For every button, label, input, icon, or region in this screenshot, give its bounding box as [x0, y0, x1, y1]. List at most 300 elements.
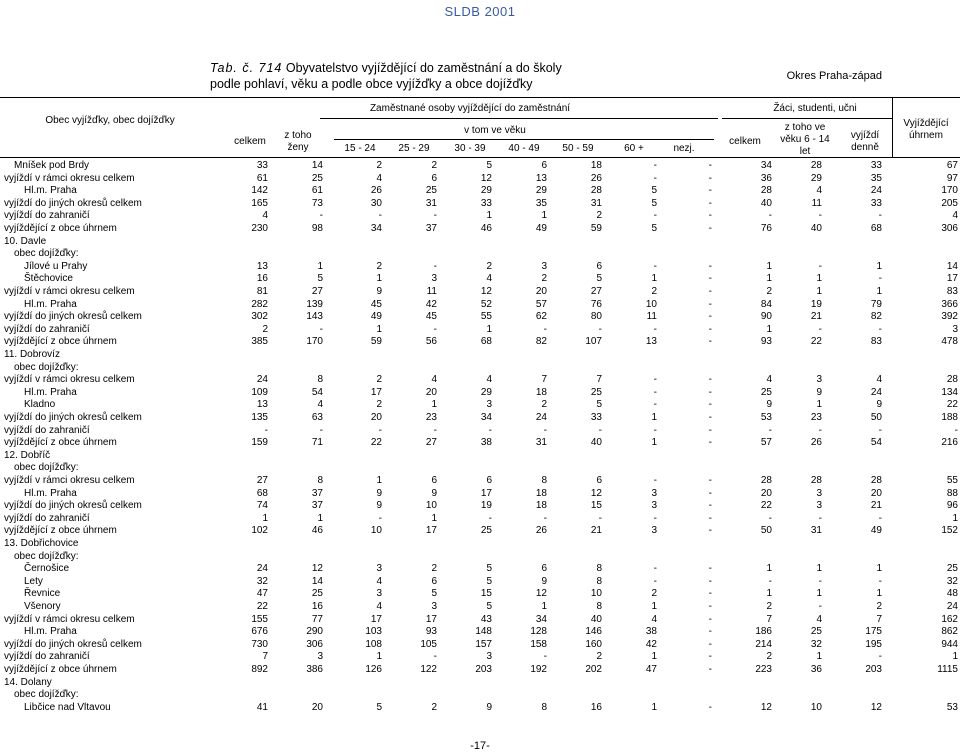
brand-header: SLDB 2001 [444, 4, 516, 19]
row-cell: 61 [311, 185, 323, 197]
table-row [0, 462, 960, 474]
row-cell: - [708, 487, 712, 499]
header-age-6: nezj. [673, 143, 695, 154]
row-cell: 1 [816, 651, 822, 663]
row-cell: 12 [480, 286, 492, 297]
row-cell: 202 [585, 664, 602, 675]
row-cell: - [818, 575, 822, 587]
row-cell: 81 [256, 286, 268, 297]
header-by-age: v tom ve věku [464, 125, 526, 136]
row-cell: 26 [370, 185, 382, 197]
row-cell: 5 [486, 563, 492, 575]
row-cell: 31 [810, 525, 822, 537]
table-row [0, 702, 960, 714]
row-cell: 33 [480, 197, 492, 209]
row-label: vyjíždí v rámci okresu celkem [4, 172, 135, 184]
row-cell: 6 [596, 475, 602, 486]
row-cell: 57 [535, 298, 547, 310]
row-cell: 40 [590, 613, 602, 625]
row-cell: 107 [585, 336, 602, 348]
row-cell: - [433, 424, 437, 436]
row-cell: 14 [946, 260, 958, 272]
table-row [0, 412, 960, 424]
row-cell: 40 [810, 223, 822, 234]
row-cell: 2 [651, 286, 657, 297]
row-cell: 4 [816, 613, 822, 625]
row-cell: 31 [590, 197, 602, 209]
row-cell: 37 [311, 500, 323, 512]
row-cell: 1 [486, 210, 492, 222]
row-cell: - [818, 260, 822, 272]
row-cell: 29 [480, 386, 492, 398]
row-cell: 142 [251, 185, 268, 197]
row-cell: 12 [535, 588, 547, 600]
row-cell: 24 [535, 412, 547, 423]
row-cell: 102 [251, 525, 268, 537]
row-cell: 37 [425, 223, 437, 234]
table-title [210, 60, 562, 92]
row-cell: 223 [755, 664, 772, 675]
table-row [0, 286, 960, 298]
row-cell: 88 [946, 487, 958, 499]
row-cell: - [708, 311, 712, 323]
row-cell: 13 [256, 260, 268, 272]
row-cell: - [653, 575, 657, 587]
row-cell: 97 [946, 172, 958, 184]
row-cell: 1 [876, 563, 882, 575]
row-cell: - [708, 185, 712, 197]
row-cell: 8 [541, 701, 547, 713]
row-cell: 77 [311, 613, 323, 625]
row-cell: - [653, 424, 657, 436]
row-cell: 24 [870, 386, 882, 398]
row-cell: - [768, 575, 772, 587]
row-cell: 4 [952, 210, 958, 222]
row-cell: 22 [760, 500, 772, 512]
row-cell: - [653, 160, 657, 171]
row-cell: 105 [420, 638, 437, 650]
row-cell: - [708, 260, 712, 272]
row-cell: 195 [865, 638, 882, 650]
row-cell: - [878, 323, 882, 335]
row-cell: - [433, 260, 437, 272]
row-cell: 50 [760, 525, 772, 537]
row-cell: - [378, 210, 382, 222]
row-cell: 40 [590, 437, 602, 449]
row-cell: 7 [541, 374, 547, 386]
row-cell: 6 [596, 260, 602, 272]
row-cell: 892 [251, 664, 268, 675]
table-row [0, 261, 960, 273]
row-cell: - [818, 601, 822, 612]
row-cell: 3 [431, 273, 437, 285]
row-cell: 4 [486, 273, 492, 285]
row-label: Hl.m. Praha [24, 626, 77, 638]
table-row [0, 525, 960, 537]
row-cell: - [488, 512, 492, 524]
row-cell: - [264, 424, 268, 436]
row-cell: 35 [535, 197, 547, 209]
row-cell: 25 [311, 172, 323, 184]
row-cell: - [653, 386, 657, 398]
row-cell: - [653, 172, 657, 184]
row-cell: 98 [311, 223, 323, 234]
row-cell: 17 [370, 386, 382, 398]
row-cell: 188 [941, 412, 958, 423]
row-cell: 8 [541, 475, 547, 486]
row-cell: 128 [530, 626, 547, 638]
row-cell: 36 [760, 172, 772, 184]
table-row [0, 236, 960, 248]
table-row [0, 664, 960, 676]
row-cell: 25 [590, 386, 602, 398]
row-cell: 2 [431, 701, 437, 713]
row-cell: 76 [590, 298, 602, 310]
row-cell: 160 [585, 638, 602, 650]
row-cell: - [543, 512, 547, 524]
row-cell: - [708, 424, 712, 436]
row-cell: 49 [870, 525, 882, 537]
row-cell: 20 [370, 412, 382, 423]
row-cell: 306 [941, 223, 958, 234]
row-cell: 79 [870, 298, 882, 310]
row-cell: 3 [486, 399, 492, 411]
row-cell: 4 [317, 399, 323, 411]
table-row [0, 374, 960, 386]
row-cell: 1 [376, 651, 382, 663]
row-cell: 21 [870, 500, 882, 512]
row-cell: - [708, 701, 712, 713]
table-row [0, 689, 960, 701]
row-cell: 45 [370, 298, 382, 310]
row-cell: 23 [810, 412, 822, 423]
row-cell: 15 [590, 500, 602, 512]
row-cell: 28 [810, 475, 822, 486]
table-row [0, 425, 960, 437]
row-cell: 1 [952, 512, 958, 524]
row-cell: 63 [311, 412, 323, 423]
row-cell: 9 [431, 487, 437, 499]
row-cell: - [433, 210, 437, 222]
row-cell: - [954, 424, 958, 436]
row-cell: 68 [870, 223, 882, 234]
table-row [0, 173, 960, 185]
row-cell: 19 [480, 500, 492, 512]
row-cell: 2 [262, 323, 268, 335]
row-cell: 16 [256, 273, 268, 285]
row-cell: 67 [946, 160, 958, 171]
row-cell: 10 [590, 588, 602, 600]
row-cell: 90 [760, 311, 772, 323]
row-cell: 1 [376, 475, 382, 486]
row-cell: 2 [376, 374, 382, 386]
row-cell: 122 [420, 664, 437, 675]
row-cell: 46 [311, 525, 323, 537]
row-cell: 170 [306, 336, 323, 348]
row-cell: - [878, 273, 882, 285]
row-cell: 214 [755, 638, 772, 650]
row-cell: 1 [317, 260, 323, 272]
table-row [0, 651, 960, 663]
row-cell: - [708, 386, 712, 398]
header-total: Vyjíždějící úhrnem [903, 118, 949, 141]
row-cell: - [878, 575, 882, 587]
row-cell: 48 [946, 588, 958, 600]
row-cell: 27 [256, 475, 268, 486]
row-cell: 944 [941, 638, 958, 650]
row-cell: 1 [816, 286, 822, 297]
row-cell: 1 [541, 601, 547, 612]
table-row [0, 160, 960, 172]
header-age-2: 30 - 39 [454, 143, 486, 154]
row-label: vyjíždějící z obce úhrnem [4, 437, 117, 449]
row-cell: - [818, 323, 822, 335]
table-row [0, 614, 960, 626]
row-cell: - [433, 651, 437, 663]
row-cell: 9 [486, 701, 492, 713]
row-cell: 73 [311, 197, 323, 209]
row-cell: 3 [816, 374, 822, 386]
row-cell: 27 [425, 437, 437, 449]
row-cell: - [378, 424, 382, 436]
row-cell: 2 [651, 588, 657, 600]
row-cell: - [708, 626, 712, 638]
row-cell: 8 [596, 575, 602, 587]
row-cell: 93 [425, 626, 437, 638]
table-row [0, 273, 960, 285]
row-cell: 32 [256, 575, 268, 587]
row-cell: 2 [541, 273, 547, 285]
row-cell: 16 [590, 701, 602, 713]
row-cell: 26 [590, 172, 602, 184]
row-cell: 71 [311, 437, 323, 449]
row-cell: 20 [425, 386, 437, 398]
table-row [0, 311, 960, 323]
row-cell: - [653, 512, 657, 524]
row-cell: - [708, 197, 712, 209]
row-cell: 230 [251, 223, 268, 234]
row-cell: - [708, 651, 712, 663]
row-cell: - [378, 512, 382, 524]
table-row [0, 513, 960, 525]
row-cell: 1 [876, 588, 882, 600]
row-label: vyjíždí do zahraničí [4, 424, 90, 436]
row-cell: 5 [486, 601, 492, 612]
row-cell: - [768, 424, 772, 436]
row-cell: 1 [816, 588, 822, 600]
row-cell: - [319, 424, 323, 436]
row-cell: 1115 [937, 664, 958, 675]
row-cell: 103 [365, 626, 382, 638]
row-cell: - [708, 475, 712, 486]
row-cell: 68 [256, 487, 268, 499]
row-cell: 2 [596, 210, 602, 222]
row-cell: 84 [760, 298, 772, 310]
row-cell: 28 [760, 185, 772, 197]
row-cell: 5 [651, 223, 657, 234]
row-cell: 26 [810, 437, 822, 449]
row-cell: 29 [810, 172, 822, 184]
table-row [0, 349, 960, 361]
row-cell: 31 [535, 437, 547, 449]
row-cell: 170 [941, 185, 958, 197]
row-cell: - [543, 424, 547, 436]
row-cell: 43 [480, 613, 492, 625]
row-cell: 7 [262, 651, 268, 663]
row-cell: 20 [535, 286, 547, 297]
row-cell: 53 [946, 701, 958, 713]
row-cell: 27 [590, 286, 602, 297]
row-cell: 22 [370, 437, 382, 449]
row-cell: 1 [816, 273, 822, 285]
row-cell: 1 [766, 260, 772, 272]
row-cell: 2 [766, 601, 772, 612]
row-cell: 1 [766, 323, 772, 335]
row-cell: 55 [946, 475, 958, 486]
row-cell: 4 [431, 374, 437, 386]
row-cell: 80 [590, 311, 602, 323]
row-cell: - [653, 260, 657, 272]
row-cell: 1 [651, 273, 657, 285]
row-cell: - [708, 399, 712, 411]
row-cell: - [708, 336, 712, 348]
row-cell: 2 [766, 651, 772, 663]
row-cell: 17 [425, 613, 437, 625]
row-cell: 1 [651, 651, 657, 663]
row-cell: 1 [317, 512, 323, 524]
row-cell: 1 [376, 273, 382, 285]
row-cell: 1 [541, 210, 547, 222]
row-cell: 1 [651, 601, 657, 612]
row-cell: 21 [590, 525, 602, 537]
table-row [0, 399, 960, 411]
row-cell: 24 [256, 563, 268, 575]
row-cell: 24 [870, 185, 882, 197]
row-label: Jílové u Prahy [24, 260, 88, 272]
row-cell: 49 [370, 311, 382, 323]
row-label: vyjíždí do zahraničí [4, 651, 90, 663]
row-cell: 25 [946, 563, 958, 575]
row-label: Černošice [24, 563, 70, 575]
header-age-5: 60 + [624, 143, 644, 154]
row-cell: 1 [431, 512, 437, 524]
row-cell: 96 [946, 500, 958, 512]
row-label: obec dojížďky: [14, 550, 79, 562]
row-cell: 17 [480, 487, 492, 499]
row-cell: 1 [876, 260, 882, 272]
row-cell: 5 [596, 273, 602, 285]
row-cell: 18 [535, 386, 547, 398]
row-cell: 20 [311, 701, 323, 713]
row-cell: 28 [760, 475, 772, 486]
row-cell: - [878, 651, 882, 663]
row-cell: 6 [431, 172, 437, 184]
row-cell: 47 [256, 588, 268, 600]
row-cell: 216 [941, 437, 958, 449]
row-cell: - [708, 437, 712, 449]
row-cell: 3 [376, 588, 382, 600]
row-cell: 13 [535, 172, 547, 184]
header-st-age: z toho ve věku 6 - 14 let [780, 122, 830, 157]
row-cell: 135 [251, 412, 268, 423]
row-cell: 9 [816, 386, 822, 398]
row-label: obec dojížďky: [14, 689, 79, 701]
row-cell: - [818, 424, 822, 436]
header-celkem: celkem [234, 136, 266, 147]
row-cell: 1 [766, 273, 772, 285]
region-label: Okres Praha-západ [786, 70, 882, 82]
row-label: Libčice nad Vltavou [24, 701, 111, 713]
row-cell: 49 [535, 223, 547, 234]
row-cell: 3 [317, 651, 323, 663]
row-cell: 159 [251, 437, 268, 449]
row-label: 13. Dobřichovice [4, 538, 79, 549]
row-cell: 26 [535, 525, 547, 537]
table-row [0, 450, 960, 462]
row-cell: - [708, 601, 712, 612]
table-row [0, 488, 960, 500]
row-cell: 2 [541, 399, 547, 411]
row-cell: 1 [816, 399, 822, 411]
row-cell: 155 [251, 613, 268, 625]
row-cell: 38 [480, 437, 492, 449]
row-cell: 4 [651, 613, 657, 625]
row-label: vyjíždí v rámci okresu celkem [4, 374, 135, 386]
row-cell: 25 [480, 525, 492, 537]
row-cell: 34 [480, 412, 492, 423]
row-cell: 82 [535, 336, 547, 348]
row-cell: 143 [306, 311, 323, 323]
row-cell: 1 [816, 563, 822, 575]
row-cell: 15 [480, 588, 492, 600]
row-cell: 21 [810, 311, 822, 323]
row-cell: 12 [480, 172, 492, 184]
row-cell: 41 [256, 701, 268, 713]
header-age-1: 25 - 29 [398, 143, 430, 154]
row-cell: 9 [541, 575, 547, 587]
row-cell: 162 [941, 613, 958, 625]
row-cell: 55 [480, 311, 492, 323]
row-cell: 9 [376, 500, 382, 512]
row-label: vyjíždí v rámci okresu celkem [4, 475, 135, 486]
row-cell: 54 [311, 386, 323, 398]
row-label: obec dojížďky: [14, 248, 79, 260]
row-cell: 8 [317, 475, 323, 486]
row-cell: - [653, 323, 657, 335]
row-cell: 4 [876, 374, 882, 386]
row-cell: - [319, 210, 323, 222]
row-cell: 18 [535, 500, 547, 512]
row-cell: 27 [311, 286, 323, 297]
row-cell: 11 [426, 286, 437, 297]
row-cell: 4 [376, 601, 382, 612]
table-row [0, 677, 960, 689]
row-cell: 157 [475, 638, 492, 650]
row-cell: 3 [541, 260, 547, 272]
title-line1: Obyvatelstvo vyjíždějící do zaměstnání a do školy [285, 61, 562, 75]
row-label: vyjíždějící z obce úhrnem [4, 223, 117, 234]
row-cell: 5 [486, 160, 492, 171]
row-cell: 6 [431, 475, 437, 486]
header-line-students [722, 118, 892, 119]
row-cell: 10 [645, 298, 657, 310]
row-cell: 25 [311, 588, 323, 600]
row-cell: - [708, 588, 712, 600]
table-row [0, 223, 960, 235]
row-label: vyjíždí do jiných okresů celkem [4, 638, 142, 650]
row-cell: 8 [596, 601, 602, 612]
row-cell: 52 [480, 298, 492, 310]
